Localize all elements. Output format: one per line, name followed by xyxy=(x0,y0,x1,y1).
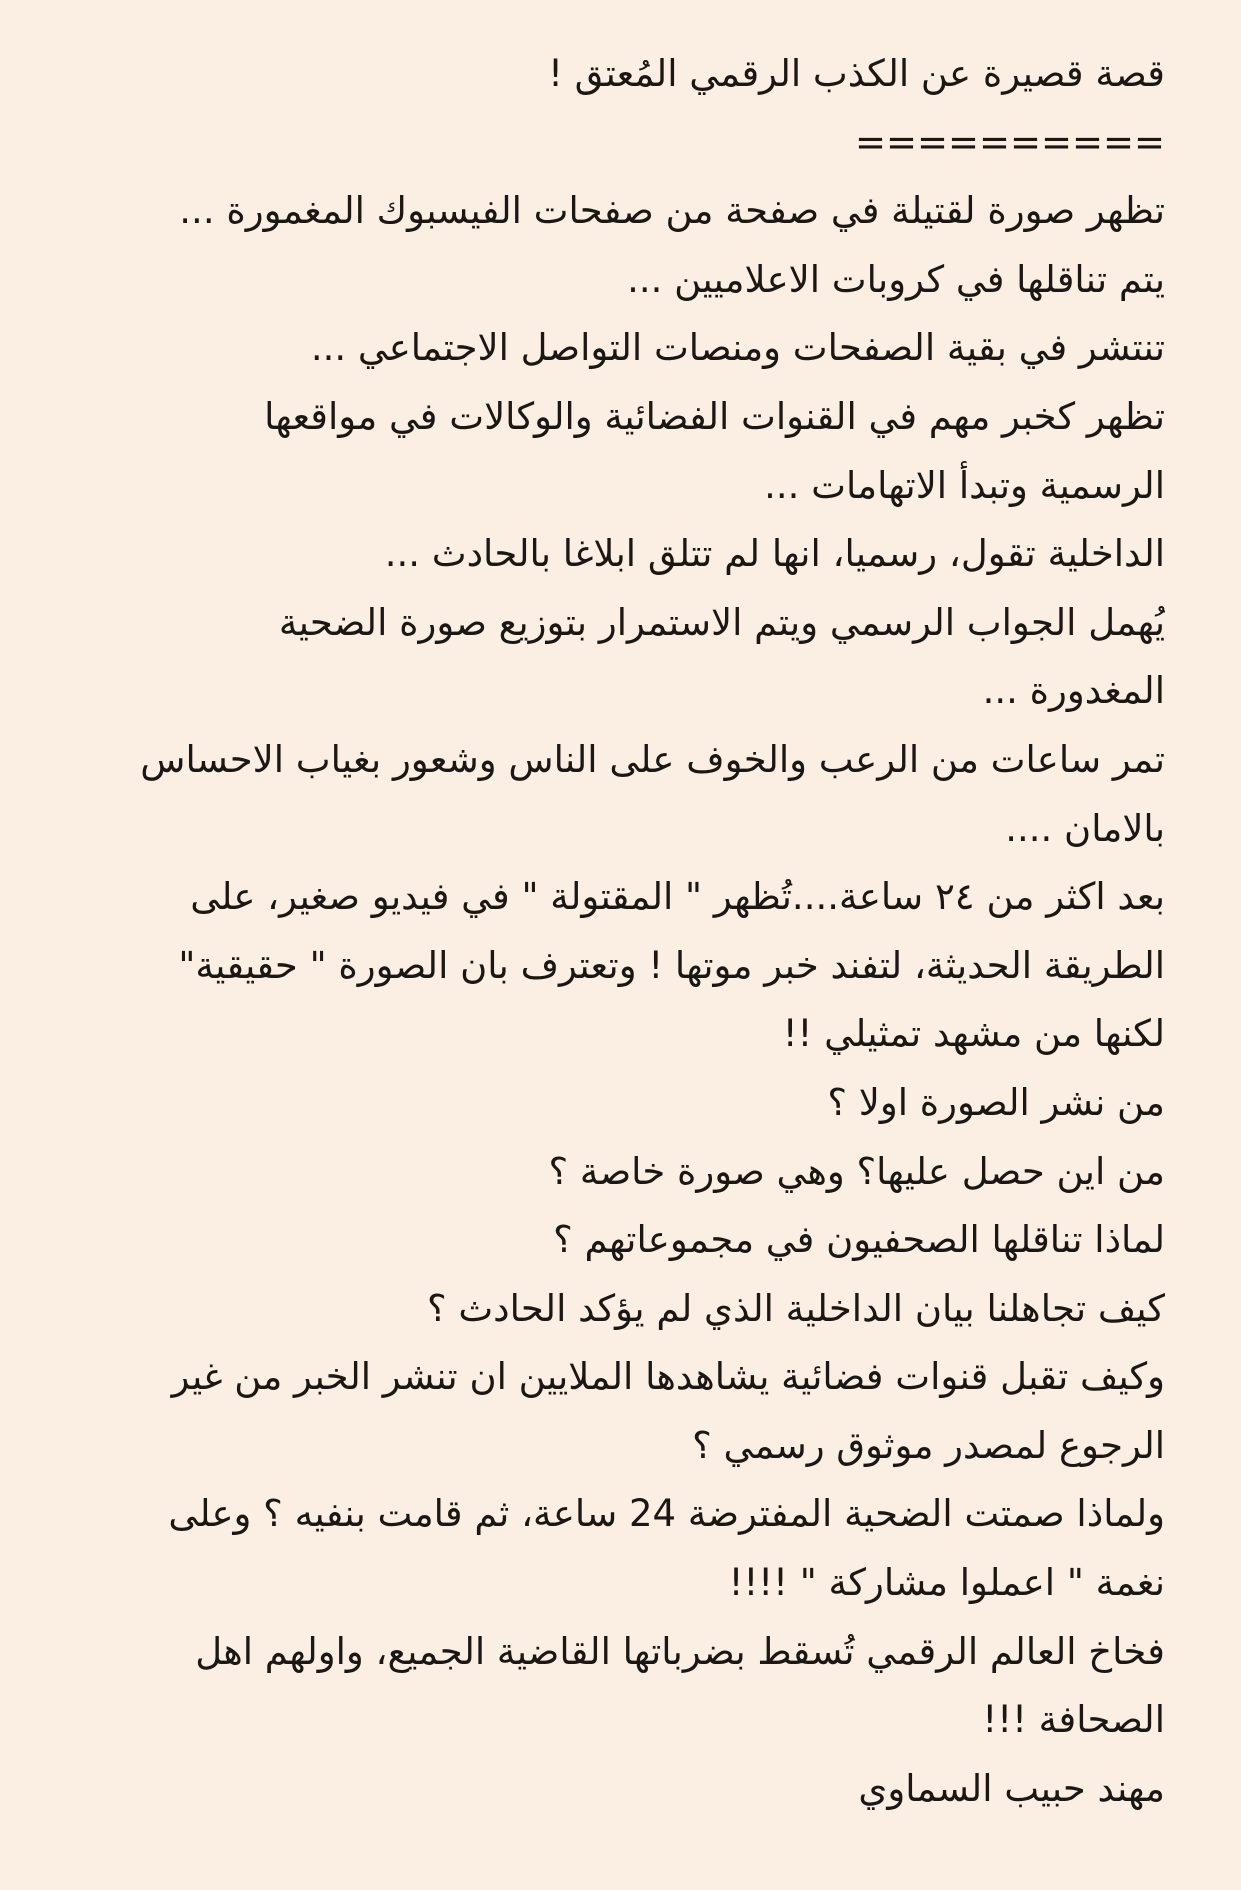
question-line: من نشر الصورة اولا ؟ xyxy=(827,1080,1165,1124)
text-line: تظهر كخبر مهم في القنوات الفضائية والوكالات في مواقعها xyxy=(264,394,1165,438)
text-line: الطريقة الحديثة، لتفند خبر موتها ! وتعترف بان الصورة " حقيقية" xyxy=(178,943,1165,987)
question-line: من اين حصل عليها؟ وهي صورة خاصة ؟ xyxy=(548,1149,1165,1193)
question-line: كيف تجاهلنا بيان الداخلية الذي لم يؤكد الحادث ؟ xyxy=(426,1286,1165,1330)
text-line: فخاخ العالم الرقمي تُسقط بضرباتها القاضية الجميع، واولهم اهل xyxy=(195,1629,1165,1673)
text-line: تنتشر في بقية الصفحات ومنصات التواصل الاجتماعي ... xyxy=(310,326,1165,370)
title-underline: ========== xyxy=(854,120,1165,164)
question-line: وكيف تقبل قنوات فضائية يشاهدها الملايين ان تنشر الخبر من غير xyxy=(171,1355,1165,1399)
text-line: لكنها من مشهد تمثيلي !! xyxy=(782,1012,1165,1056)
document-body xyxy=(60,40,1165,1823)
text-line: بالامان .... xyxy=(1005,806,1165,850)
author-signature: مهند حبيب السماوي xyxy=(858,1766,1165,1810)
document-title: قصة قصيرة عن الكذب الرقمي المُعتق ! xyxy=(548,52,1165,95)
text-line: الصحافة !!! xyxy=(982,1698,1165,1742)
text-line: تظهر صورة لقتيلة في صفحة من صفحات الفيسبوك المغمورة ... xyxy=(179,189,1165,233)
question-line: ولماذا صمتت الضحية المفترضة 24 ساعة، ثم قامت بنفيه ؟ وعلى xyxy=(168,1492,1165,1536)
question-line: لماذا تناقلها الصحفيون في مجموعاتهم ؟ xyxy=(553,1218,1165,1262)
text-line: يتم تناقلها في كروبات الاعلاميين ... xyxy=(627,257,1165,301)
question-line: نغمة " اعملوا مشاركة " !!!! xyxy=(728,1561,1165,1605)
text-line: الداخلية تقول، رسميا، انها لم تتلق ابلاغا بالحادث ... xyxy=(384,532,1165,576)
text-line: يُهمل الجواب الرسمي ويتم الاستمرار بتوزيع صورة الضحية xyxy=(278,600,1165,644)
text-line: تمر ساعات من الرعب والخوف على الناس وشعور بغياب الاحساس xyxy=(140,737,1165,781)
text-line: المغدورة ... xyxy=(982,669,1165,713)
text-line: بعد اكثر من ٢٤ ساعة....تُظهر " المقتولة " في فيديو صغير، على xyxy=(190,875,1165,919)
text-line: الرسمية وتبدأ الاتهامات ... xyxy=(764,463,1165,507)
question-line: الرجوع لمصدر موثوق رسمي ؟ xyxy=(692,1423,1165,1467)
